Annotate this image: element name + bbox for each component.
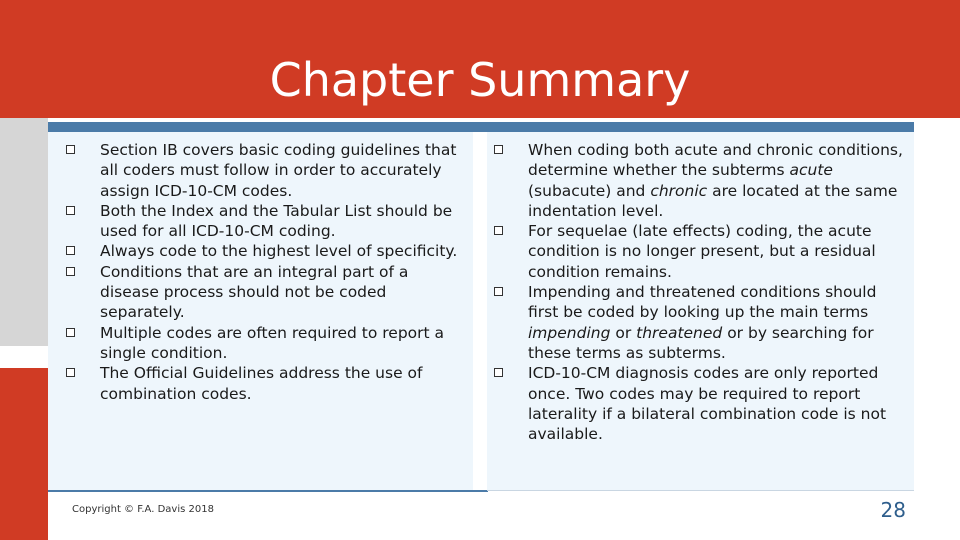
left-accent-block: [0, 118, 48, 346]
square-bullet-icon: [66, 328, 75, 337]
square-bullet-icon: [494, 226, 503, 235]
bullet-text: For sequelae (late effects) coding, the acute condition is no longer present, but a residual condition remains.: [528, 222, 876, 281]
bullet-text: Multiple codes are often required to report a single condition.: [100, 323, 445, 362]
left-bullet-list: [66, 140, 462, 404]
list-item: [66, 241, 462, 261]
bullet-text: Conditions that are an integral part of a disease process should not be coded separately.: [100, 262, 409, 322]
left-content-panel: [48, 132, 473, 490]
bullet-text: When coding both acute and chronic conditions, determine whether the subterms acute (subacute) and chronic are located at the same indentation level.: [528, 141, 903, 220]
copyright-text: Copyright © F.A. Davis 2018: [72, 504, 214, 515]
bullet-text: Always code to the highest level of specificity.: [100, 242, 458, 261]
square-bullet-icon: [66, 246, 75, 255]
square-bullet-icon: [494, 368, 503, 377]
list-item: [66, 363, 462, 404]
bottom-rule-right: [487, 490, 914, 491]
bullet-text: The Official Guidelines address the use of combination codes.: [100, 364, 423, 403]
bottom-rule-left: [48, 490, 488, 492]
list-item: [494, 140, 906, 221]
left-accent-block-red: [0, 368, 48, 540]
square-bullet-icon: [66, 206, 75, 215]
square-bullet-icon: [494, 287, 503, 296]
right-content-panel: [487, 132, 914, 490]
right-bullet-list: [494, 140, 906, 444]
square-bullet-icon: [66, 267, 75, 276]
list-item: [494, 221, 906, 282]
list-item: [66, 201, 462, 242]
square-bullet-icon: [66, 145, 75, 154]
list-item: [66, 140, 462, 201]
list-item: [66, 262, 462, 323]
column-divider: [473, 132, 487, 490]
bullet-text: Impending and threatened conditions should first be coded by looking up the main terms impending or threatened or by searching for these terms as subterms.: [528, 283, 877, 362]
list-item: [66, 323, 462, 364]
page-number: 28: [880, 498, 906, 522]
bullet-text: ICD-10-CM diagnosis codes are only reported once. Two codes may be required to report laterality if a bilateral combination code is not available.: [528, 364, 887, 444]
list-item: [494, 282, 906, 363]
square-bullet-icon: [494, 145, 503, 154]
bullet-text: Section IB covers basic coding guidelines that all coders must follow in order to accurately assign ICD-10-CM codes.: [100, 141, 457, 200]
slide-title: Chapter Summary: [269, 53, 691, 107]
list-item: [494, 363, 906, 444]
title-rule: [48, 122, 914, 132]
bullet-text: Both the Index and the Tabular List should be used for all ICD-10-CM coding.: [100, 201, 453, 241]
square-bullet-icon: [66, 368, 75, 377]
